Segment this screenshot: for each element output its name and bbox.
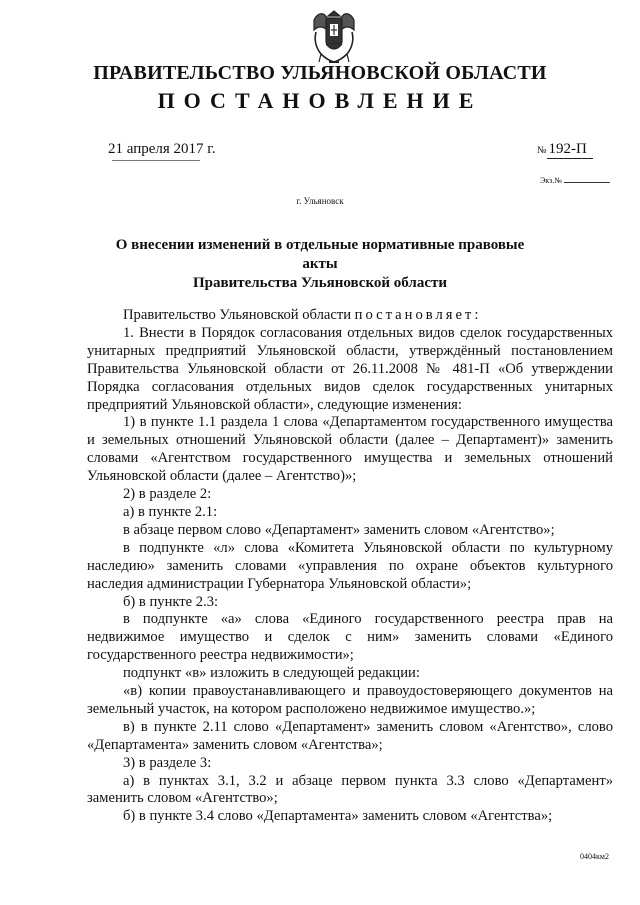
document-type: ПОСТАНОВЛЕНИЕ xyxy=(157,88,483,113)
paragraph: а) в пункте 2.1: xyxy=(123,503,218,520)
copy-label: Экз.№ xyxy=(540,176,562,185)
paragraph: подпункт «в» изложить в следующей редакции: xyxy=(123,665,420,682)
intro-spaced-word: постановляет xyxy=(354,307,475,323)
subject-line-1: О внесении изменений в отдельные нормативные правовые акты xyxy=(115,237,525,272)
paragraph: 1) в пункте 1.1 раздела 1 слова «Департаментом государственного имущества и земельных отношений Ульяновской области (далее – Департамент)» заменить словами «Агентством государственного имущества и земельных отношений Ульяновской области (далее – Агентство)»; xyxy=(87,414,613,485)
intro-text: Правительство Ульяновской области xyxy=(123,307,355,323)
intro-colon: : xyxy=(474,307,479,323)
copy-number xyxy=(540,176,610,185)
number-sign: № xyxy=(537,145,547,156)
government-title: ПРАВИТЕЛЬСТВО УЛЬЯНОВСКОЙ ОБЛАСТИ xyxy=(93,62,547,84)
document-body xyxy=(87,307,613,826)
paragraph: в подпункте «а» слова «Единого государственного реестра прав на недвижимое имущество и сделок с ним» заменить словами «Единого государственного реестра недвижимости»; xyxy=(87,611,613,664)
paragraph: в) в пункте 2.11 слово «Департамент» заменить словом «Агентство», слово «Департамента» заменить словом «Агентства»; xyxy=(87,718,613,753)
number-value: 192-П xyxy=(547,141,593,159)
document-subject xyxy=(100,236,540,293)
date-underline xyxy=(112,160,200,161)
subject-line-2: Правительства Ульяновской области xyxy=(192,275,448,291)
document-number xyxy=(537,141,593,159)
paragraph: б) в пункте 3.4 слово «Департамента» заменить словом «Агентства»; xyxy=(123,808,553,825)
copy-number-blank xyxy=(564,182,610,183)
paragraph: «в) копии правоустанавливающего и правоудостоверяющего документов на земельный участок, на котором расположено недвижимое имущество.»; xyxy=(87,683,613,717)
paragraph: 2) в разделе 2: xyxy=(123,486,212,503)
paragraph: 3) в разделе 3: xyxy=(123,754,212,771)
city: г. Ульяновск xyxy=(296,196,344,206)
footer-code: 0404км2 xyxy=(580,852,609,861)
paragraph: а) в пунктах 3.1, 3.2 и абзаце первом пункта 3.3 слово «Департамент» заменить словом «Агентство»; xyxy=(87,772,613,807)
paragraph: в абзаце первом слово «Департамент» заменить словом «Агентство»; xyxy=(123,521,555,538)
paragraph: в подпункте «л» слова «Комитета Ульяновской области по культурному наследию» заменить словами «управления по охране объектов культурного наследия администрации Губернатора Ульяновской области»; xyxy=(87,539,613,592)
coat-of-arms-icon xyxy=(309,10,359,66)
document-date: 21 апреля 2017 г. xyxy=(108,141,216,157)
paragraph: 1. Внести в Порядок согласования отдельных видов сделок государственных унитарных предприятий Ульяновской области, утверждённый постановлением Правительства Ульяновской области от 26.11.2008 № 481-П «Об утверждении Порядка согласования отдельных видов сделок государственных унитарных предприятий Ульяновской области», следующие изменения: xyxy=(87,324,613,413)
intro-paragraph xyxy=(87,307,613,325)
paragraph: б) в пункте 2.3: xyxy=(123,593,219,610)
